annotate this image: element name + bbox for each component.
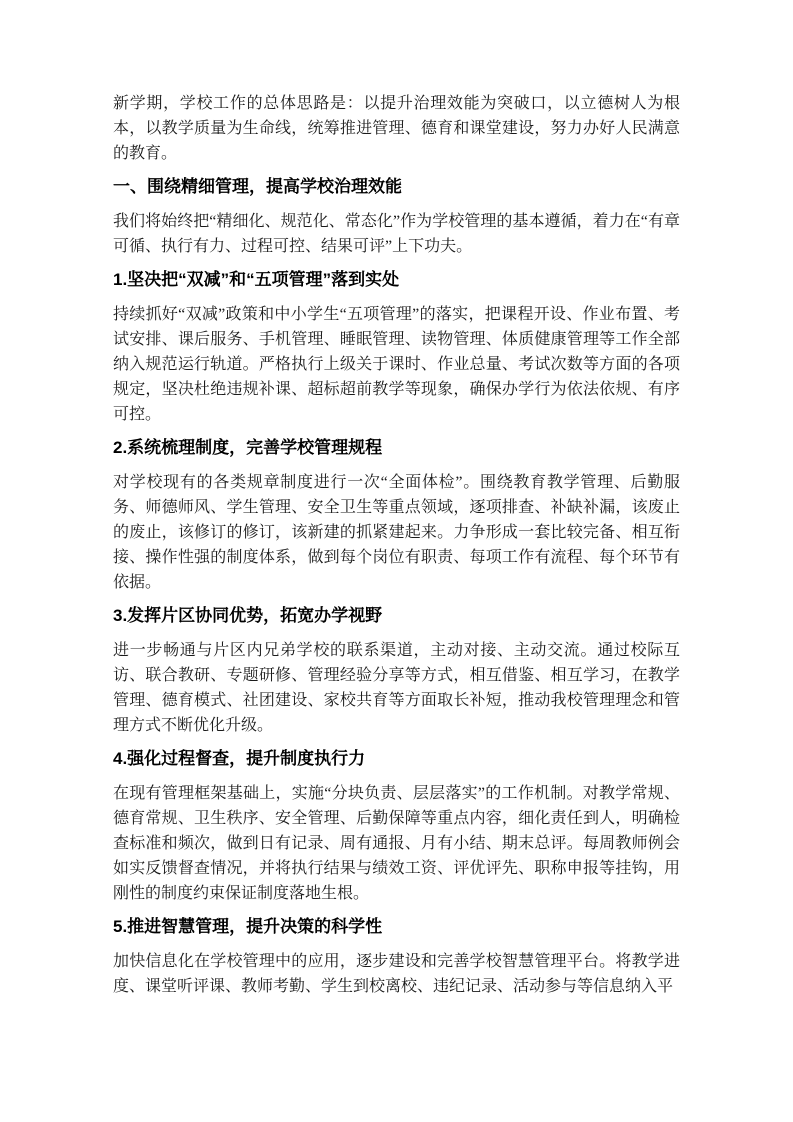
document-content [113,91,680,999]
body-paragraph: 加快信息化在学校管理中的应用，逐步建设和完善学校智慧管理平台。将教学进度、课堂听评课、教师考勤、学生到校离校、违纪记录、活动参与等信息纳入平 [113,953,680,995]
body-paragraph: 持续抓好“双减”政策和中小学生“五项管理”的落实，把课程开设、作业布置、考试安排、课后服务、手机管理、睡眠管理、读物管理、体质健康管理等工作全部纳入规范运行轨道。严格执行上级关于课时、作业总量、考试次数等方面的各项规定，坚决杜绝违规补课、超标超前教学等现象，确保办学行为依法依规、有序可控。 [113,306,680,423]
body-paragraph: 在现有管理框架基础上，实施“分块负责、层层落实”的工作机制。对教学常规、德育常规、卫生秩序、安全管理、后勤保障等重点内容，细化责任到人，明确检查标准和频次，做到日有记录、周有通报、月有小结、期末总评。每周教师例会如实反馈督查情况，并将执行结果与绩效工资、评优评先、职称申报等挂钩，用刚性的制度约束保证制度落地生根。 [113,785,680,902]
body-paragraph: 我们将始终把“精细化、规范化、常态化”作为学校管理的基本遵循，着力在“有章可循、执行有力、过程可控、结果可评”上下功夫。 [113,213,680,255]
sub-heading: 4.强化过程督查，提升制度执行力 [113,749,366,768]
sub-heading: 5.推进智慧管理，提升决策的科学性 [113,917,383,936]
section-heading: 一、围绕精细管理，提高学校治理效能 [113,177,402,196]
sub-heading: 1.坚决把“双减”和“五项管理”落到实处 [113,270,400,289]
sub-heading: 3.发挥片区协同优势，拓宽办学视野 [113,606,383,625]
body-paragraph: 新学期，学校工作的总体思路是：以提升治理效能为突破口，以立德树人为根本，以教学质量为生命线，统筹推进管理、德育和课堂建设，努力办好人民满意的教育。 [113,95,680,162]
body-paragraph: 对学校现有的各类规章制度进行一次“全面体检”。围绕教育教学管理、后勤服务、师德师风、学生管理、安全卫生等重点领域，逐项排查、补缺补漏，该废止的废止，该修订的修订，该新建的抓紧建起来。力争形成一套比较完备、相互衔接、操作性强的制度体系，做到每个岗位有职责、每项工作有流程、每个环节有依据。 [113,474,680,591]
sub-heading: 2.系统梳理制度，完善学校管理规程 [113,438,383,457]
body-paragraph: 进一步畅通与片区内兄弟学校的联系渠道，主动对接、主动交流。通过校际互访、联合教研、专题研修、管理经验分享等方式，相互借鉴、相互学习，在教学管理、德育模式、社团建设、家校共育等方面取长补短，推动我校管理理念和管理方式不断优化升级。 [113,642,680,734]
